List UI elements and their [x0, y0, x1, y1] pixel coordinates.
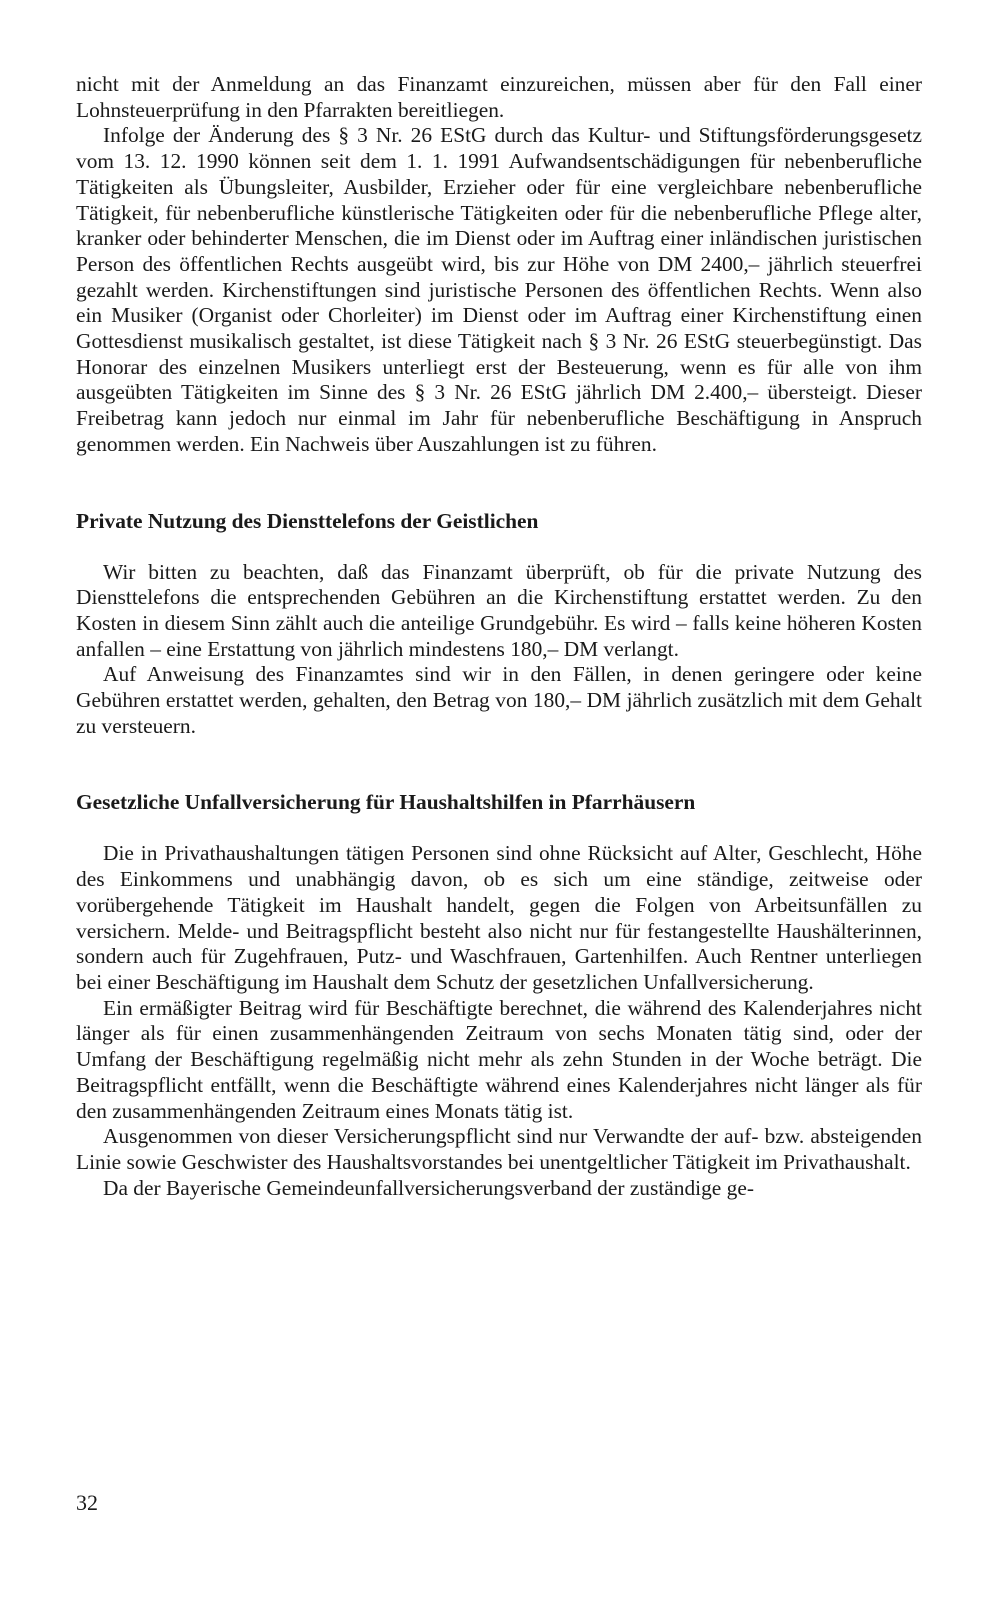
- paragraph-tax-exemption: Infolge der Änderung des § 3 Nr. 26 EStG durch das Kultur- und Stiftungsförderungsgesetz vom 13. 12. 1990 können seit dem 1. 1. 1991 Aufwandsentschädigungen für nebenberufliche Tätigkeiten als Übungsleiter, Ausbilder, Erzieher oder für eine vergleichbare nebenberufliche Tätigkeit, für nebenberufliche künstlerische Tätigkeiten oder für die nebenberufliche Pflege alter, kranker oder behinderter Menschen, die im Dienst oder im Auftrag einer inländischen juristischen Person des öffentlichen Rechts ausgeübt wird, bis zur Höhe von DM 2400,– jährlich steuerfrei gezahlt werden. Kirchenstiftungen sind juristische Personen des öffentlichen Rechts. Wenn also ein Musiker (Organist oder Chorleiter) im Dienst oder im Auftrag einer Kirchenstiftung einen Gottesdienst musikalisch gestaltet, ist diese Tätigkeit nach § 3 Nr. 26 EStG steuerbegünstigt. Das Honorar des einzelnen Musikers unterliegt erst der Besteuerung, wenn es für alle von ihm ausgeübten Tätigkeiten im Sinne des § 3 Nr. 26 EStG jährlich DM 2.400,– übersteigt. Dieser Freibetrag kann jedoch nur einmal im Jahr für nebenberufliche Beschäftigung in Anspruch genommen werden. Ein Nachweis über Auszahlungen ist zu führen.: [76, 123, 922, 456]
- paragraph-continuation: nicht mit der Anmeldung an das Finanzamt einzureichen, müssen aber für den Fall einer Lohnsteuerprüfung in den Pfarrakten bereitliegen.: [76, 72, 922, 122]
- section-heading-accident-insurance: Gesetzliche Unfallversicherung für Haushaltshilfen in Pfarrhäusern: [76, 790, 696, 815]
- paragraph-insurance-3: Ausgenommen von dieser Versicherungspflicht sind nur Verwandte der auf- bzw. absteigenden Linie sowie Geschwister des Haushaltsvorstandes bei unentgeltlicher Tätigkeit im Privathaushalt.: [76, 1124, 922, 1174]
- page-number: 32: [76, 1490, 98, 1515]
- paragraph-telephone-1: Wir bitten zu beachten, daß das Finanzamt überprüft, ob für die private Nutzung des Diensttelefons die entsprechenden Gebühren an die Kirchenstiftung erstattet werden. Zu den Kosten in diesem Sinn zählt auch die anteilige Grundgebühr. Es wird – falls keine höheren Kosten anfallen – eine Erstattung von jährlich mindestens 180,– DM verlangt.: [76, 559, 922, 661]
- paragraph-insurance-2: Ein ermäßigter Beitrag wird für Beschäftigte berechnet, die während des Kalenderjahres nicht länger als für einen zusammenhängenden Zeitraum von sechs Monaten tätig sind, oder der Umfang der Beschäftigung regelmäßig nicht mehr als zehn Stunden in der Woche beträgt. Die Beitragspflicht entfällt, wenn die Beschäftigte während eines Kalenderjahres nicht länger als für den zusammenhängenden Zeitraum eines Monats tätig ist.: [76, 995, 922, 1123]
- paragraph-insurance-4: Da der Bayerische Gemeindeunfallversicherungsverband der zuständige ge-: [103, 1175, 754, 1200]
- section-heading-telephone: Private Nutzung des Diensttelefons der Geistlichen: [76, 508, 539, 533]
- document-page: [76, 72, 922, 1201]
- paragraph-insurance-1: Die in Privathaushaltungen tätigen Personen sind ohne Rücksicht auf Alter, Geschlecht, Höhe des Einkommens und unabhängig davon, ob es sich um eine ständige, zeitweise oder vorübergehende Tätigkeit im Haushalt handelt, gegen die Folgen von Arbeitsunfällen zu versichern. Melde- und Beitragspflicht besteht also nicht nur für festangestellte Haushälterinnen, sondern auch für Zugehfrauen, Putz- und Waschfrauen, Gartenhilfen. Auch Rentner unterliegen bei einer Beschäftigung im Haushalt dem Schutz der gesetzlichen Unfallversicherung.: [76, 841, 922, 994]
- paragraph-telephone-2: Auf Anweisung des Finanzamtes sind wir in den Fällen, in denen geringere oder keine Gebühren erstattet werden, gehalten, den Betrag von 180,– DM jährlich zusätzlich mit dem Gehalt zu versteuern.: [76, 662, 922, 738]
